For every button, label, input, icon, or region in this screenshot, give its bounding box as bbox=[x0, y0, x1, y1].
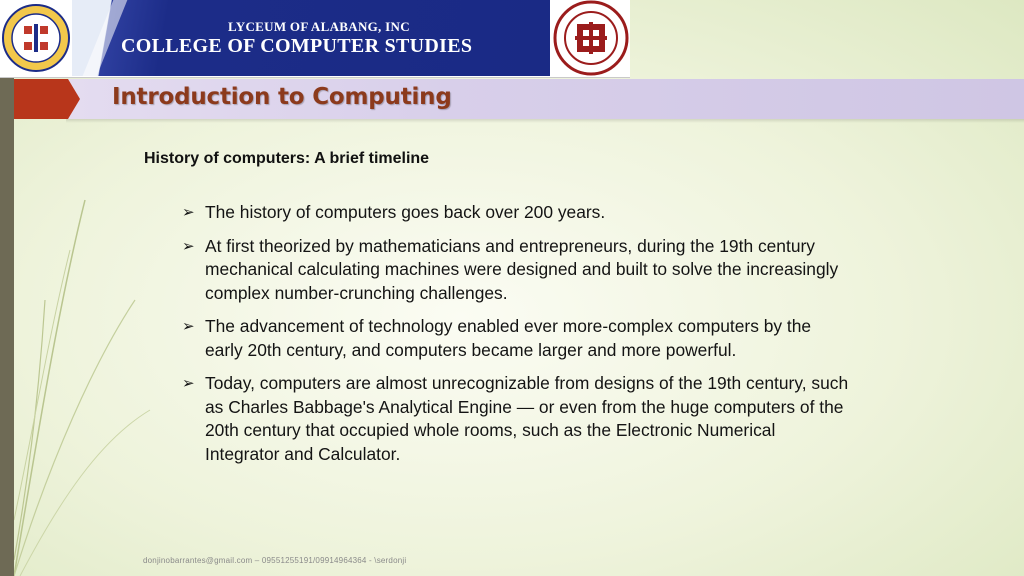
bullet-text: At first theorized by mathematicians and entrepreneurs, during the 19th century mechanical calculating machines were designed and built to solve the increasingly complex number-crunching challenges. bbox=[205, 235, 839, 303]
footer-contact: donjinobarrantes@gmail.com – 09551255191/09914964364 - \serdonji bbox=[143, 556, 407, 565]
arrow-bullet-icon: ➢ bbox=[182, 204, 195, 221]
bullet-item bbox=[182, 315, 852, 362]
institution-name: LYCEUM OF ALABANG, INC bbox=[228, 19, 410, 34]
bullet-text: The advancement of technology enabled ever more-complex computers by the early 20th century, and computers became larger and more powerful. bbox=[205, 316, 812, 360]
grass-stroke bbox=[14, 200, 85, 576]
bullet-item bbox=[182, 372, 852, 466]
lyceum-seal-icon bbox=[2, 2, 70, 74]
slide-subtitle: History of computers: A brief timeline bbox=[144, 150, 430, 167]
arrow-bullet-icon: ➢ bbox=[182, 318, 195, 335]
left-accent-bar bbox=[0, 78, 14, 576]
arrow-bullet-icon: ➢ bbox=[182, 375, 195, 392]
bullet-text: The history of computers goes back over 200 years. bbox=[205, 202, 606, 222]
bullet-text: Today, computers are almost unrecognizable from designs of the 19th century, such as Charles Babbage's Analytical Engine — or even from the huge computers of the 20th century that occupied whole rooms, such as the Electronic Numerical Integrator and Calculator. bbox=[205, 373, 849, 464]
ccs-seal-icon bbox=[553, 0, 629, 76]
grass-stroke bbox=[20, 410, 150, 576]
bullet-item bbox=[182, 235, 852, 306]
bullet-item bbox=[182, 201, 852, 225]
header-banner bbox=[0, 0, 630, 78]
title-arrow-icon bbox=[14, 79, 80, 119]
grass-stroke bbox=[14, 250, 70, 520]
section-title: Introduction to Computing bbox=[112, 84, 452, 110]
grass-stroke bbox=[14, 300, 45, 560]
bullet-list bbox=[182, 201, 852, 476]
arrow-bullet-icon: ➢ bbox=[182, 237, 195, 255]
college-name: COLLEGE OF COMPUTER STUDIES bbox=[121, 35, 473, 57]
